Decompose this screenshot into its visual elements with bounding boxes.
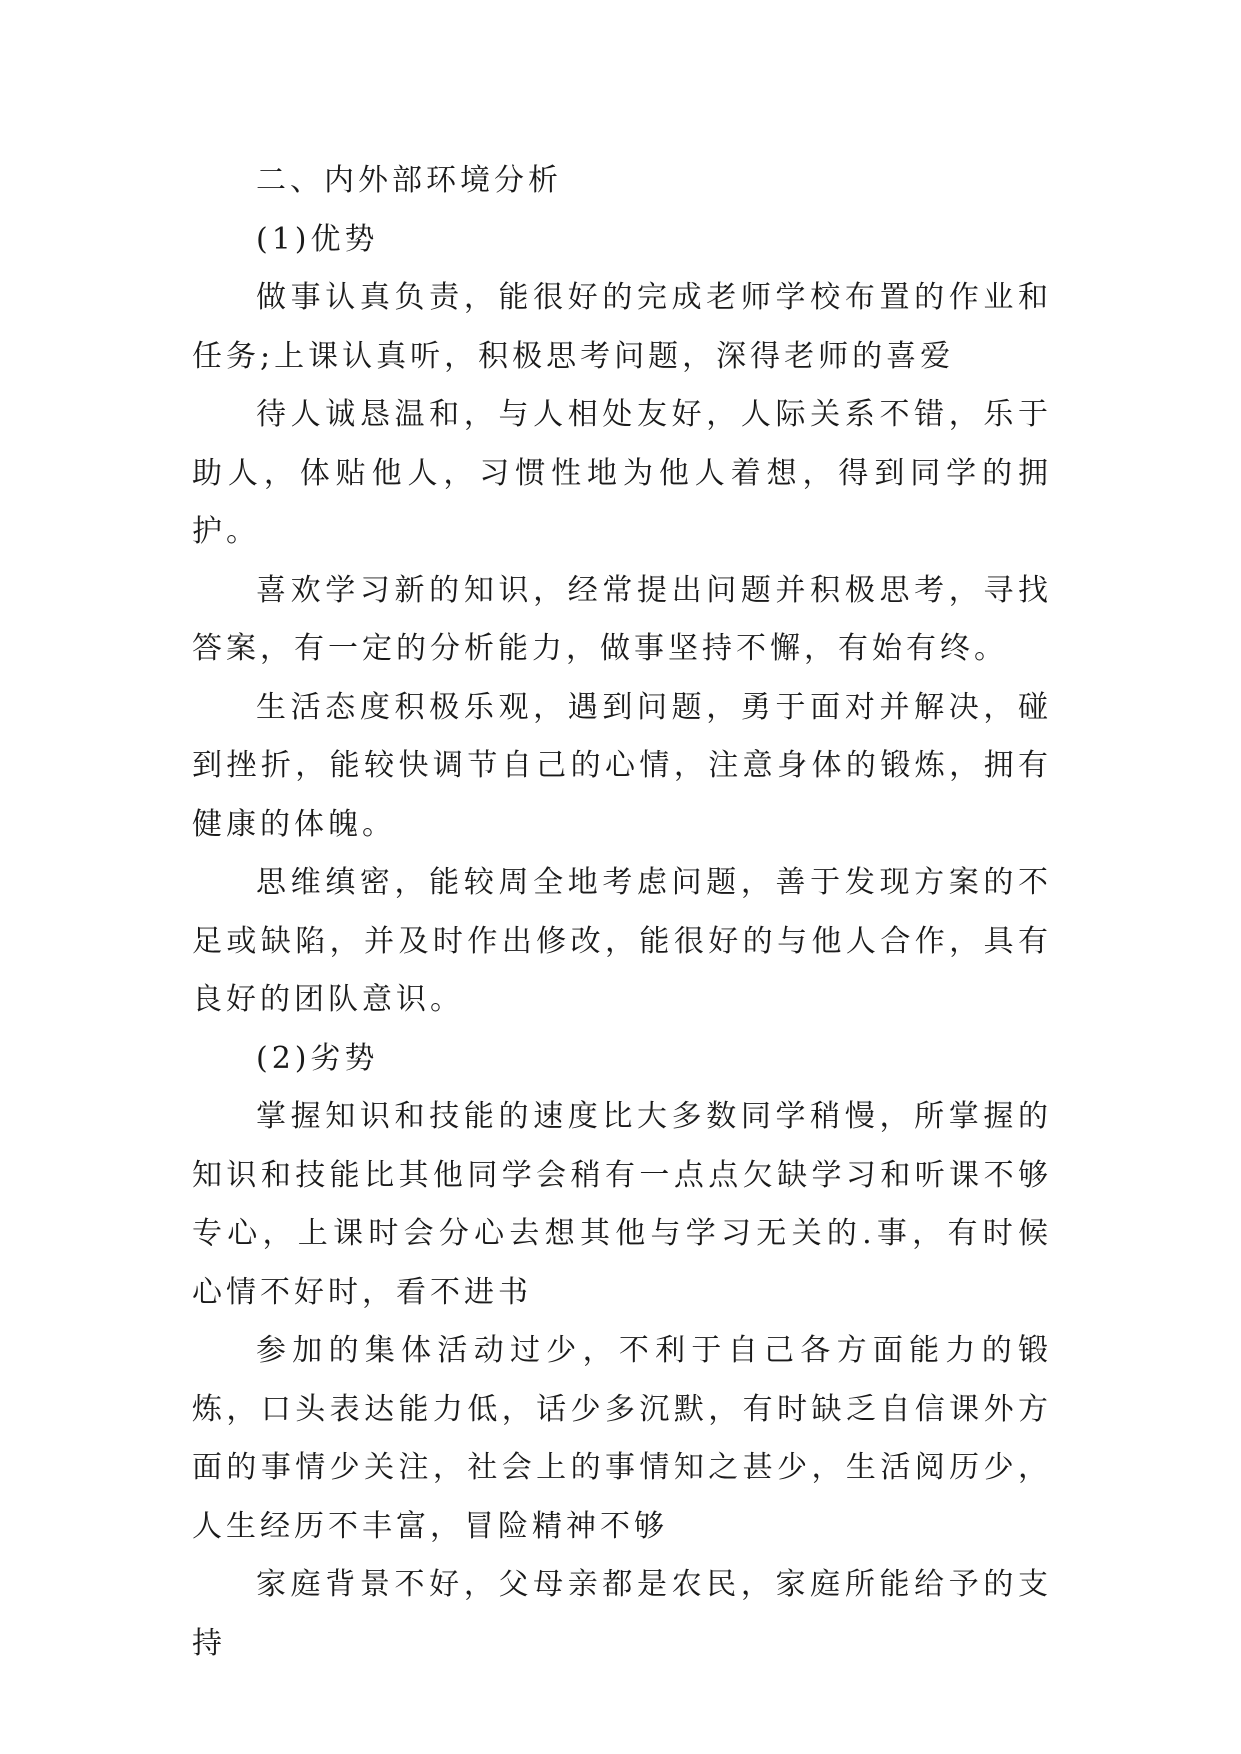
document-body [192, 152, 1052, 1673]
paragraph: 家庭背景不好，父母亲都是农民，家庭所能给予的支持 [192, 1567, 1052, 1661]
subheading-strengths: (1)优势 [256, 221, 379, 257]
paragraph: 思维缜密，能较周全地考虑问题，善于发现方案的不足或缺陷，并及时作出修改，能很好的与他人合作，具有良好的团队意识。 [192, 865, 1052, 1017]
paragraph: 待人诚恳温和，与人相处友好，人际关系不错，乐于助人，体贴他人，习惯性地为他人着想，得到同学的拥护。 [192, 397, 1052, 549]
section-heading: 二、内外部环境分析 [256, 163, 562, 198]
paragraph: 喜欢学习新的知识，经常提出问题并积极思考，寻找答案，有一定的分析能力，做事坚持不懈，有始有终。 [192, 572, 1052, 666]
paragraph: 生活态度积极乐观，遇到问题，勇于面对并解决，碰到挫折，能较快调节自己的心情，注意身体的锻炼，拥有健康的体魄。 [192, 689, 1052, 842]
paragraph: 掌握知识和技能的速度比大多数同学稍慢，所掌握的知识和技能比其他同学会稍有一点点欠缺学习和听课不够专心，上课时会分心去想其他与学习无关的.事，有时候心情不好时，看不进书 [192, 1099, 1052, 1310]
paragraph: 做事认真负责，能很好的完成老师学校布置的作业和任务;上课认真听，积极思考问题，深得老师的喜爱 [192, 280, 1052, 374]
subheading-weaknesses: (2)劣势 [256, 1040, 379, 1076]
paragraph: 参加的集体活动过少，不利于自己各方面能力的锻炼，口头表达能力低，话少多沉默，有时缺乏自信课外方面的事情少关注，社会上的事情知之甚少，生活阅历少，人生经历不丰富，冒险精神不够 [192, 1333, 1052, 1544]
